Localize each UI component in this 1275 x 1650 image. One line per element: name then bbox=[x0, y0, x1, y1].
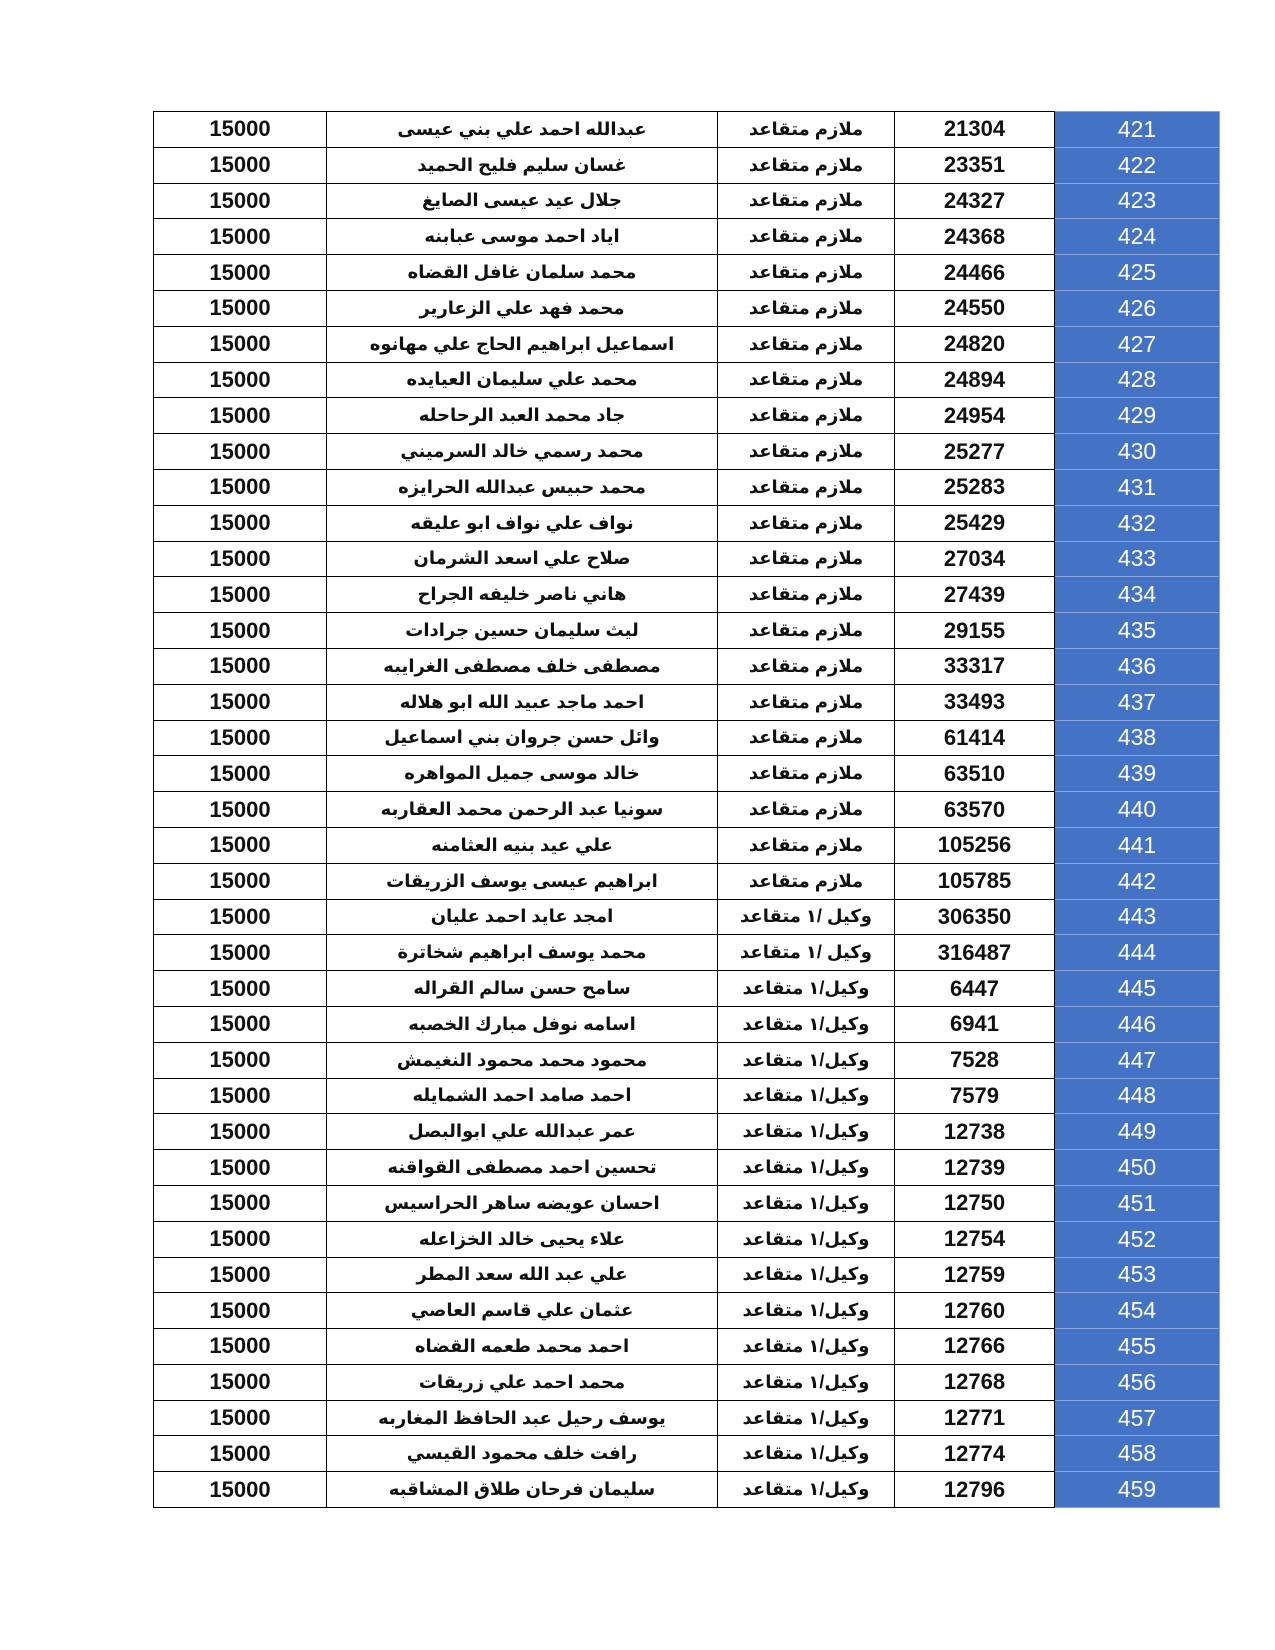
name-cell: محمد فهد علي الزعارير bbox=[327, 290, 718, 326]
serial-number-cell: 454 bbox=[1055, 1293, 1220, 1329]
table-row bbox=[154, 183, 1220, 219]
table-row bbox=[154, 1150, 1220, 1186]
amount-cell: 15000 bbox=[154, 971, 327, 1007]
military-number-cell: 25277 bbox=[895, 434, 1055, 470]
name-cell: اسماعيل ابراهيم الحاج علي مهانوه bbox=[327, 326, 718, 362]
rank-cell: ملازم متقاعد bbox=[718, 613, 895, 649]
military-number-cell: 316487 bbox=[895, 935, 1055, 971]
name-cell: اياد احمد موسى عبابنه bbox=[327, 219, 718, 255]
table-row bbox=[154, 935, 1220, 971]
table-row bbox=[154, 505, 1220, 541]
name-cell: عثمان علي قاسم العاصي bbox=[327, 1293, 718, 1329]
amount-cell: 15000 bbox=[154, 1364, 327, 1400]
rank-cell: ملازم متقاعد bbox=[718, 398, 895, 434]
serial-number-cell: 426 bbox=[1055, 290, 1220, 326]
name-cell: يوسف رحيل عبد الحافظ المغاربه bbox=[327, 1400, 718, 1436]
rank-cell: وكيل/١ متقاعد bbox=[718, 971, 895, 1007]
amount-cell: 15000 bbox=[154, 1150, 327, 1186]
rank-cell: وكيل/١ متقاعد bbox=[718, 1042, 895, 1078]
amount-cell: 15000 bbox=[154, 219, 327, 255]
name-cell: محمد احمد علي زريقات bbox=[327, 1364, 718, 1400]
military-number-cell: 12796 bbox=[895, 1472, 1055, 1508]
table-row bbox=[154, 326, 1220, 362]
amount-cell: 15000 bbox=[154, 935, 327, 971]
serial-number-cell: 455 bbox=[1055, 1329, 1220, 1365]
table-row bbox=[154, 613, 1220, 649]
military-number-cell: 24327 bbox=[895, 183, 1055, 219]
serial-number-cell: 436 bbox=[1055, 648, 1220, 684]
military-number-cell: 12774 bbox=[895, 1436, 1055, 1472]
name-cell: تحسين احمد مصطفى القواقنه bbox=[327, 1150, 718, 1186]
serial-number-cell: 431 bbox=[1055, 469, 1220, 505]
table-row bbox=[154, 112, 1220, 148]
amount-cell: 15000 bbox=[154, 613, 327, 649]
serial-number-cell: 427 bbox=[1055, 326, 1220, 362]
amount-cell: 15000 bbox=[154, 1006, 327, 1042]
rank-cell: ملازم متقاعد bbox=[718, 541, 895, 577]
table-row bbox=[154, 541, 1220, 577]
serial-number-cell: 438 bbox=[1055, 720, 1220, 756]
serial-number-cell: 435 bbox=[1055, 613, 1220, 649]
military-number-cell: 7528 bbox=[895, 1042, 1055, 1078]
serial-number-cell: 430 bbox=[1055, 434, 1220, 470]
table-row bbox=[154, 1364, 1220, 1400]
military-number-cell: 12739 bbox=[895, 1150, 1055, 1186]
rank-cell: ملازم متقاعد bbox=[718, 469, 895, 505]
military-number-cell: 12738 bbox=[895, 1114, 1055, 1150]
table-row bbox=[154, 362, 1220, 398]
military-number-cell: 24894 bbox=[895, 362, 1055, 398]
name-cell: محمد علي سليمان العيايده bbox=[327, 362, 718, 398]
amount-cell: 15000 bbox=[154, 290, 327, 326]
military-number-cell: 12754 bbox=[895, 1221, 1055, 1257]
table-row bbox=[154, 1114, 1220, 1150]
military-number-cell: 7579 bbox=[895, 1078, 1055, 1114]
serial-number-cell: 453 bbox=[1055, 1257, 1220, 1293]
amount-cell: 15000 bbox=[154, 648, 327, 684]
rank-cell: وكيل/١ متقاعد bbox=[718, 1293, 895, 1329]
rank-cell: وكيل/١ متقاعد bbox=[718, 1114, 895, 1150]
table-row bbox=[154, 1042, 1220, 1078]
rank-cell: وكيل/١ متقاعد bbox=[718, 1185, 895, 1221]
amount-cell: 15000 bbox=[154, 1329, 327, 1365]
military-number-cell: 63510 bbox=[895, 756, 1055, 792]
amount-cell: 15000 bbox=[154, 899, 327, 935]
military-number-cell: 33317 bbox=[895, 648, 1055, 684]
serial-number-cell: 458 bbox=[1055, 1436, 1220, 1472]
amount-cell: 15000 bbox=[154, 577, 327, 613]
rank-cell: وكيل /١ متقاعد bbox=[718, 935, 895, 971]
military-number-cell: 12771 bbox=[895, 1400, 1055, 1436]
name-cell: سليمان فرحان طلاق المشاقبه bbox=[327, 1472, 718, 1508]
name-cell: خالد موسى جميل المواهره bbox=[327, 756, 718, 792]
table-row bbox=[154, 1329, 1220, 1365]
name-cell: احمد ماجد عبيد الله ابو هلاله bbox=[327, 684, 718, 720]
serial-number-cell: 422 bbox=[1055, 147, 1220, 183]
serial-number-cell: 445 bbox=[1055, 971, 1220, 1007]
table-row bbox=[154, 255, 1220, 291]
table-row bbox=[154, 863, 1220, 899]
name-cell: احسان عويضه ساهر الحراسيس bbox=[327, 1185, 718, 1221]
rank-cell: وكيل/١ متقاعد bbox=[718, 1150, 895, 1186]
military-number-cell: 6941 bbox=[895, 1006, 1055, 1042]
table-row bbox=[154, 434, 1220, 470]
table-body bbox=[154, 112, 1220, 1508]
table-row bbox=[154, 219, 1220, 255]
amount-cell: 15000 bbox=[154, 1185, 327, 1221]
rank-cell: ملازم متقاعد bbox=[718, 505, 895, 541]
table-row bbox=[154, 971, 1220, 1007]
amount-cell: 15000 bbox=[154, 112, 327, 148]
name-cell: مصطفى خلف مصطفى الغرايبه bbox=[327, 648, 718, 684]
name-cell: احمد صامد احمد الشمايله bbox=[327, 1078, 718, 1114]
name-cell: محمد يوسف ابراهيم شخاترة bbox=[327, 935, 718, 971]
amount-cell: 15000 bbox=[154, 505, 327, 541]
name-cell: غسان سليم فليح الحميد bbox=[327, 147, 718, 183]
name-cell: محمد رسمي خالد السرميني bbox=[327, 434, 718, 470]
military-number-cell: 25283 bbox=[895, 469, 1055, 505]
military-number-cell: 12766 bbox=[895, 1329, 1055, 1365]
amount-cell: 15000 bbox=[154, 684, 327, 720]
amount-cell: 15000 bbox=[154, 147, 327, 183]
serial-number-cell: 457 bbox=[1055, 1400, 1220, 1436]
serial-number-cell: 432 bbox=[1055, 505, 1220, 541]
table-row bbox=[154, 648, 1220, 684]
name-cell: محمد سلمان غافل القضاه bbox=[327, 255, 718, 291]
name-cell: اسامه نوفل مبارك الخصبه bbox=[327, 1006, 718, 1042]
name-cell: ليث سليمان حسين جرادات bbox=[327, 613, 718, 649]
table-row bbox=[154, 792, 1220, 828]
table-row bbox=[154, 290, 1220, 326]
name-cell: هاني ناصر خليفه الجراح bbox=[327, 577, 718, 613]
rank-cell: ملازم متقاعد bbox=[718, 183, 895, 219]
name-cell: علاء يحيى خالد الخزاعله bbox=[327, 1221, 718, 1257]
military-number-cell: 24954 bbox=[895, 398, 1055, 434]
serial-number-cell: 443 bbox=[1055, 899, 1220, 935]
military-number-cell: 27439 bbox=[895, 577, 1055, 613]
table-row bbox=[154, 398, 1220, 434]
table-row bbox=[154, 1293, 1220, 1329]
amount-cell: 15000 bbox=[154, 720, 327, 756]
serial-number-cell: 424 bbox=[1055, 219, 1220, 255]
military-number-cell: 24550 bbox=[895, 290, 1055, 326]
rank-cell: وكيل/١ متقاعد bbox=[718, 1472, 895, 1508]
rank-cell: ملازم متقاعد bbox=[718, 827, 895, 863]
amount-cell: 15000 bbox=[154, 1436, 327, 1472]
military-number-cell: 27034 bbox=[895, 541, 1055, 577]
rank-cell: ملازم متقاعد bbox=[718, 863, 895, 899]
name-cell: احمد محمد طعمه القضاه bbox=[327, 1329, 718, 1365]
rank-cell: ملازم متقاعد bbox=[718, 434, 895, 470]
rank-cell: وكيل/١ متقاعد bbox=[718, 1078, 895, 1114]
rank-cell: وكيل/١ متقاعد bbox=[718, 1436, 895, 1472]
rank-cell: وكيل/١ متقاعد bbox=[718, 1221, 895, 1257]
rank-cell: ملازم متقاعد bbox=[718, 290, 895, 326]
military-number-cell: 63570 bbox=[895, 792, 1055, 828]
amount-cell: 15000 bbox=[154, 1042, 327, 1078]
rank-cell: ملازم متقاعد bbox=[718, 648, 895, 684]
military-number-cell: 24820 bbox=[895, 326, 1055, 362]
military-number-cell: 61414 bbox=[895, 720, 1055, 756]
serial-number-cell: 439 bbox=[1055, 756, 1220, 792]
amount-cell: 15000 bbox=[154, 1221, 327, 1257]
serial-number-cell: 442 bbox=[1055, 863, 1220, 899]
military-number-cell: 24466 bbox=[895, 255, 1055, 291]
amount-cell: 15000 bbox=[154, 183, 327, 219]
table-row bbox=[154, 684, 1220, 720]
military-number-cell: 105785 bbox=[895, 863, 1055, 899]
table-row bbox=[154, 1472, 1220, 1508]
name-cell: نواف علي نواف ابو عليقه bbox=[327, 505, 718, 541]
name-cell: جلال عيد عيسى الصايغ bbox=[327, 183, 718, 219]
amount-cell: 15000 bbox=[154, 1293, 327, 1329]
name-cell: محمد حبيس عبدالله الحرايزه bbox=[327, 469, 718, 505]
name-cell: وائل حسن جروان بني اسماعيل bbox=[327, 720, 718, 756]
military-number-cell: 12768 bbox=[895, 1364, 1055, 1400]
amount-cell: 15000 bbox=[154, 541, 327, 577]
table-row bbox=[154, 1006, 1220, 1042]
amount-cell: 15000 bbox=[154, 434, 327, 470]
rank-cell: ملازم متقاعد bbox=[718, 684, 895, 720]
amount-cell: 15000 bbox=[154, 1257, 327, 1293]
rank-cell: ملازم متقاعد bbox=[718, 792, 895, 828]
rank-cell: ملازم متقاعد bbox=[718, 577, 895, 613]
name-cell: جاد محمد العبد الرحاحله bbox=[327, 398, 718, 434]
rank-cell: ملازم متقاعد bbox=[718, 147, 895, 183]
serial-number-cell: 421 bbox=[1055, 112, 1220, 148]
serial-number-cell: 433 bbox=[1055, 541, 1220, 577]
table-row bbox=[154, 756, 1220, 792]
rank-cell: وكيل/١ متقاعد bbox=[718, 1257, 895, 1293]
serial-number-cell: 449 bbox=[1055, 1114, 1220, 1150]
name-cell: امجد عايد احمد عليان bbox=[327, 899, 718, 935]
amount-cell: 15000 bbox=[154, 469, 327, 505]
name-cell: سونيا عبد الرحمن محمد العقاربه bbox=[327, 792, 718, 828]
military-number-cell: 105256 bbox=[895, 827, 1055, 863]
military-number-cell: 25429 bbox=[895, 505, 1055, 541]
serial-number-cell: 434 bbox=[1055, 577, 1220, 613]
rank-cell: وكيل/١ متقاعد bbox=[718, 1400, 895, 1436]
table-row bbox=[154, 147, 1220, 183]
serial-number-cell: 456 bbox=[1055, 1364, 1220, 1400]
serial-number-cell: 452 bbox=[1055, 1221, 1220, 1257]
name-cell: علي عبد الله سعد المطر bbox=[327, 1257, 718, 1293]
serial-number-cell: 447 bbox=[1055, 1042, 1220, 1078]
serial-number-cell: 446 bbox=[1055, 1006, 1220, 1042]
serial-number-cell: 441 bbox=[1055, 827, 1220, 863]
military-number-cell: 29155 bbox=[895, 613, 1055, 649]
amount-cell: 15000 bbox=[154, 1078, 327, 1114]
serial-number-cell: 440 bbox=[1055, 792, 1220, 828]
name-cell: سامح حسن سالم القراله bbox=[327, 971, 718, 1007]
military-number-cell: 306350 bbox=[895, 899, 1055, 935]
rank-cell: وكيل/١ متقاعد bbox=[718, 1006, 895, 1042]
table-row bbox=[154, 720, 1220, 756]
rank-cell: ملازم متقاعد bbox=[718, 255, 895, 291]
table-row bbox=[154, 827, 1220, 863]
rank-cell: وكيل /١ متقاعد bbox=[718, 899, 895, 935]
serial-number-cell: 459 bbox=[1055, 1472, 1220, 1508]
amount-cell: 15000 bbox=[154, 1472, 327, 1508]
military-number-cell: 12760 bbox=[895, 1293, 1055, 1329]
military-number-cell: 21304 bbox=[895, 112, 1055, 148]
military-number-cell: 24368 bbox=[895, 219, 1055, 255]
name-cell: رافت خلف محمود القيسي bbox=[327, 1436, 718, 1472]
table-row bbox=[154, 1185, 1220, 1221]
amount-cell: 15000 bbox=[154, 1400, 327, 1436]
serial-number-cell: 437 bbox=[1055, 684, 1220, 720]
serial-number-cell: 444 bbox=[1055, 935, 1220, 971]
amount-cell: 15000 bbox=[154, 756, 327, 792]
beneficiaries-table bbox=[153, 111, 1220, 1508]
rank-cell: ملازم متقاعد bbox=[718, 326, 895, 362]
name-cell: عبدالله احمد علي بني عيسى bbox=[327, 112, 718, 148]
name-cell: صلاح علي اسعد الشرمان bbox=[327, 541, 718, 577]
amount-cell: 15000 bbox=[154, 827, 327, 863]
amount-cell: 15000 bbox=[154, 255, 327, 291]
serial-number-cell: 450 bbox=[1055, 1150, 1220, 1186]
name-cell: محمود محمد محمود النغيمش bbox=[327, 1042, 718, 1078]
table-row bbox=[154, 1257, 1220, 1293]
serial-number-cell: 451 bbox=[1055, 1185, 1220, 1221]
rank-cell: ملازم متقاعد bbox=[718, 756, 895, 792]
amount-cell: 15000 bbox=[154, 326, 327, 362]
table-row bbox=[154, 469, 1220, 505]
serial-number-cell: 423 bbox=[1055, 183, 1220, 219]
amount-cell: 15000 bbox=[154, 792, 327, 828]
rank-cell: ملازم متقاعد bbox=[718, 720, 895, 756]
name-cell: عمر عبدالله علي ابوالبصل bbox=[327, 1114, 718, 1150]
serial-number-cell: 448 bbox=[1055, 1078, 1220, 1114]
table-row bbox=[154, 1221, 1220, 1257]
name-cell: ابراهيم عيسى يوسف الزريقات bbox=[327, 863, 718, 899]
table-row bbox=[154, 577, 1220, 613]
rank-cell: وكيل/١ متقاعد bbox=[718, 1329, 895, 1365]
rank-cell: ملازم متقاعد bbox=[718, 219, 895, 255]
table-row bbox=[154, 899, 1220, 935]
amount-cell: 15000 bbox=[154, 362, 327, 398]
military-number-cell: 33493 bbox=[895, 684, 1055, 720]
amount-cell: 15000 bbox=[154, 398, 327, 434]
table-row bbox=[154, 1436, 1220, 1472]
amount-cell: 15000 bbox=[154, 863, 327, 899]
serial-number-cell: 428 bbox=[1055, 362, 1220, 398]
military-number-cell: 12759 bbox=[895, 1257, 1055, 1293]
rank-cell: وكيل/١ متقاعد bbox=[718, 1364, 895, 1400]
military-number-cell: 23351 bbox=[895, 147, 1055, 183]
rank-cell: ملازم متقاعد bbox=[718, 112, 895, 148]
table-row bbox=[154, 1400, 1220, 1436]
name-cell: علي عيد بنيه العثامنه bbox=[327, 827, 718, 863]
serial-number-cell: 425 bbox=[1055, 255, 1220, 291]
serial-number-cell: 429 bbox=[1055, 398, 1220, 434]
table-row bbox=[154, 1078, 1220, 1114]
military-number-cell: 6447 bbox=[895, 971, 1055, 1007]
rank-cell: ملازم متقاعد bbox=[718, 362, 895, 398]
military-number-cell: 12750 bbox=[895, 1185, 1055, 1221]
amount-cell: 15000 bbox=[154, 1114, 327, 1150]
